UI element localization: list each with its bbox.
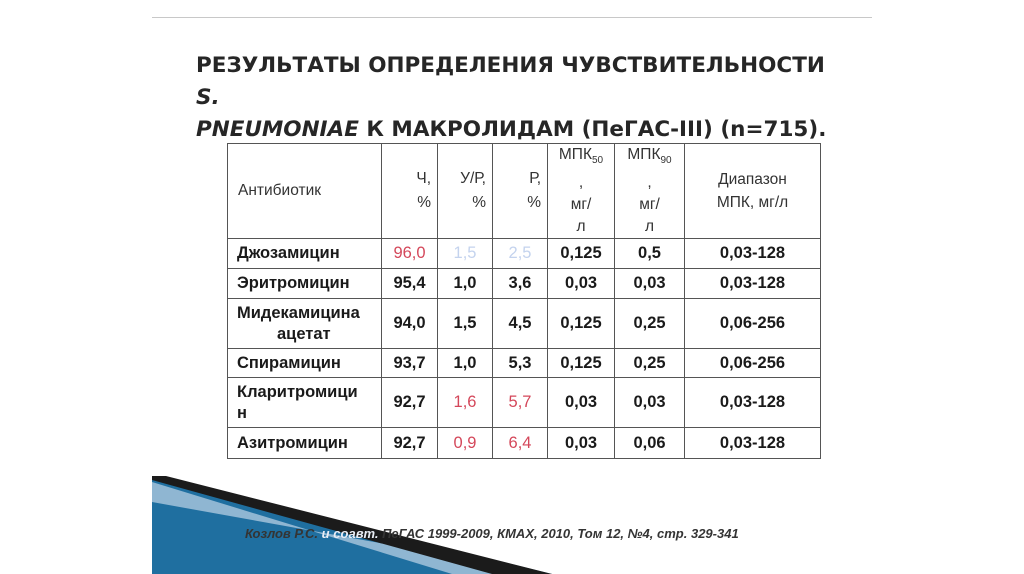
row-resistant: 5,7 (493, 378, 548, 428)
row-mic90: 0,06 (615, 428, 685, 459)
row-susceptible: 96,0 (382, 239, 438, 269)
title-italic-s: S. (196, 85, 220, 110)
row-antibiotic-name (228, 299, 382, 349)
row-intermediate: 0,9 (438, 428, 493, 459)
header-intermediate (438, 144, 493, 239)
header-mic50-sub: 50 (591, 155, 604, 167)
header-range-l2: МПК, мг/л (716, 194, 789, 212)
title-text-2: К МАКРОЛИДАМ (ПеГАС-III) (n=715). (358, 117, 827, 142)
row-name-l1: Кларитромици (237, 382, 358, 401)
top-divider-line (152, 17, 872, 18)
decorative-wedge (152, 476, 552, 574)
susceptibility-table (227, 143, 821, 459)
row-susceptible: 93,7 (382, 349, 438, 378)
row-name-l2: н (237, 403, 247, 422)
table-row (228, 239, 821, 269)
row-mic-range: 0,06-256 (685, 349, 821, 378)
row-mic50: 0,03 (548, 378, 615, 428)
header-mic90 (615, 144, 685, 239)
header-mic50-l4: л (576, 218, 586, 236)
table-row (228, 299, 821, 349)
row-mic-range: 0,03-128 (685, 428, 821, 459)
table-header-row (228, 144, 821, 239)
row-intermediate: 1,5 (438, 239, 493, 269)
row-mic90: 0,5 (615, 239, 685, 269)
header-resistant (493, 144, 548, 239)
header-mic50-l2: , (578, 174, 584, 192)
header-mic-range (685, 144, 821, 239)
row-mic-range: 0,03-128 (685, 378, 821, 428)
row-mic-range: 0,03-128 (685, 239, 821, 269)
header-mic90-base: МПК (627, 146, 661, 163)
header-resistant-l1: Р, (529, 170, 541, 188)
row-mic50: 0,125 (548, 239, 615, 269)
row-antibiotic-name (228, 378, 382, 428)
header-mic50 (548, 144, 615, 239)
row-antibiotic-name: Азитромицин (228, 428, 382, 459)
row-mic90: 0,25 (615, 299, 685, 349)
row-mic50: 0,03 (548, 269, 615, 299)
header-intermediate-l1: У/Р, (460, 170, 486, 188)
row-mic-range: 0,03-128 (685, 269, 821, 299)
row-mic50: 0,125 (548, 299, 615, 349)
header-antibiotic: Антибиотик (228, 144, 382, 239)
row-name-l2: ацетат (277, 324, 331, 343)
table-row (228, 378, 821, 428)
citation-author: Козлов Р.С. (245, 526, 322, 541)
table-row (228, 269, 821, 299)
row-resistant: 3,6 (493, 269, 548, 299)
row-intermediate: 1,5 (438, 299, 493, 349)
source-citation (245, 526, 739, 541)
row-name-l1: Мидекамицина (237, 303, 360, 322)
row-resistant: 6,4 (493, 428, 548, 459)
row-antibiotic-name: Эритромицин (228, 269, 382, 299)
citation-source: ПеГАС 1999-2009, КМАХ, 2010, Том 12, №4, стр. 329-341 (378, 526, 739, 541)
row-susceptible: 95,4 (382, 269, 438, 299)
row-mic90: 0,03 (615, 269, 685, 299)
row-intermediate: 1,0 (438, 349, 493, 378)
row-mic-range: 0,06-256 (685, 299, 821, 349)
row-mic90: 0,03 (615, 378, 685, 428)
row-antibiotic-name: Спирамицин (228, 349, 382, 378)
header-mic50-base: МПК (558, 146, 592, 163)
citation-faint: и соавт. (321, 526, 379, 541)
table-row (228, 428, 821, 459)
header-mic90-l4: л (644, 218, 655, 236)
header-mic90-l3: мг/ (639, 196, 660, 214)
row-intermediate: 1,0 (438, 269, 493, 299)
header-mic90-sub: 90 (660, 155, 672, 167)
row-antibiotic-name: Джозамицин (228, 239, 382, 269)
row-susceptible: 92,7 (382, 428, 438, 459)
row-intermediate: 1,6 (438, 378, 493, 428)
header-susceptible (382, 144, 438, 239)
header-susceptible-l2: % (417, 194, 431, 212)
table-row (228, 349, 821, 378)
row-mic90: 0,25 (615, 349, 685, 378)
header-susceptible-l1: Ч, (416, 170, 431, 188)
header-resistant-l2: % (527, 194, 541, 212)
row-resistant: 2,5 (493, 239, 548, 269)
row-mic50: 0,125 (548, 349, 615, 378)
header-range-l1: Диапазон (718, 171, 787, 189)
slide-title (196, 50, 836, 146)
row-susceptible: 92,7 (382, 378, 438, 428)
header-mic90-l2: , (647, 174, 652, 192)
row-mic50: 0,03 (548, 428, 615, 459)
row-resistant: 4,5 (493, 299, 548, 349)
header-intermediate-l2: % (472, 194, 486, 212)
title-italic-species: PNEUMONIAE (196, 117, 359, 142)
row-resistant: 5,3 (493, 349, 548, 378)
row-susceptible: 94,0 (382, 299, 438, 349)
title-text-1: РЕЗУЛЬТАТЫ ОПРЕДЕЛЕНИЯ ЧУВСТВИТЕЛЬНОСТИ (196, 53, 825, 78)
header-mic50-l3: мг/ (570, 196, 592, 214)
